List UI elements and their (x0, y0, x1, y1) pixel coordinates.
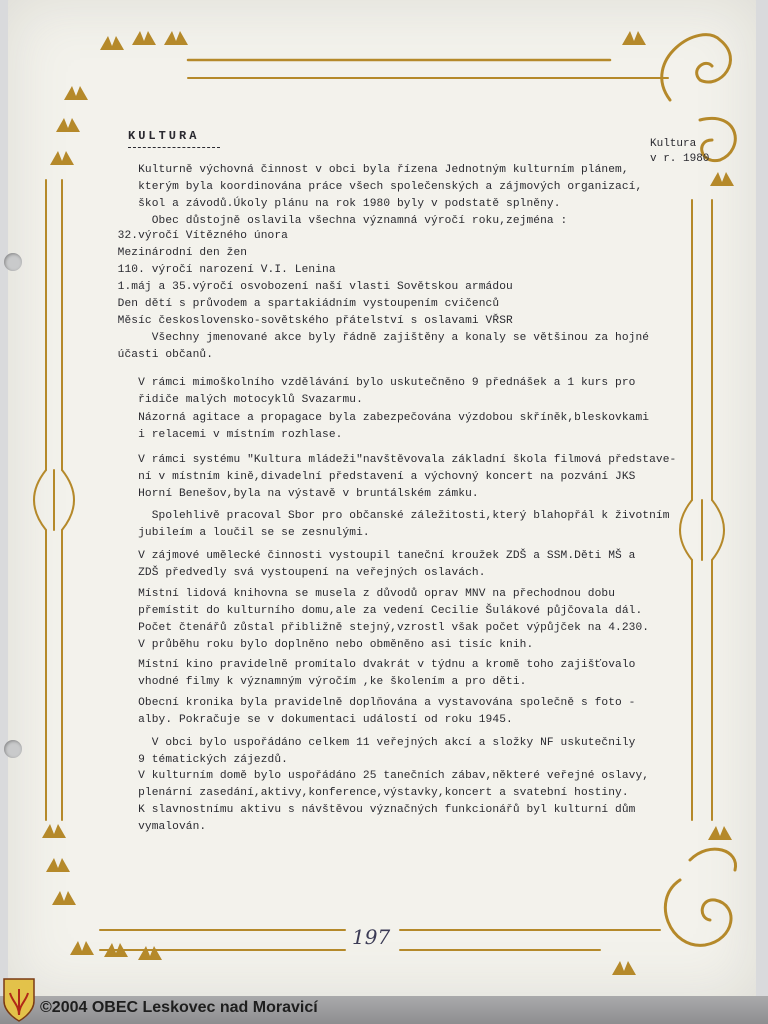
typed-line: K slavnostnímu aktivu s návštěvou význačných funkcionářů byl kulturní dům (104, 804, 636, 816)
typed-line: jubileím a loučil se se zesnulými. (104, 527, 370, 539)
typed-line: Horní Benešov,byla na výstavě v bruntálském zámku. (104, 488, 479, 500)
typed-line: V průběhu roku bylo doplněno nebo obměněno asi tisíc knih. (104, 639, 534, 651)
page-heading: KULTURA (128, 129, 200, 143)
typed-line: alby. Pokračuje se v dokumentaci událostí od roku 1945. (104, 714, 513, 726)
typed-line: přemístit do kulturního domu,ale za vedení Cecilie Šulákové půjčovala dál. (104, 605, 643, 617)
typed-line: Spolehlivě pracoval Sbor pro občanské záležitosti,který blahopřál k životním (104, 510, 670, 522)
typed-line: i relacemi v místním rozhlase. (104, 429, 343, 441)
typed-line: ní v místním kině,divadelní představení a výchovný koncert na pozvání JKS (104, 471, 636, 483)
page-number: 197 (352, 925, 391, 949)
typed-line: Místní lidová knihovna se musela z důvodů oprav MNV na přechodnou dobu (104, 588, 616, 600)
typed-line: Mezinárodní den žen (104, 247, 248, 259)
typed-line: Všechny jmenované akce byly řádně zajištěny a konaly se většinou za hojné (104, 332, 650, 344)
typed-line: účasti občanů. (104, 349, 214, 361)
typed-line: řidiče malých motocyklů Svazarmu. (104, 394, 363, 406)
typed-line: V rámci mimoškolního vzdělávání bylo uskutečněno 9 přednášek a 1 kurs pro (104, 377, 636, 389)
typed-line: vhodné filmy k významným výročím ,ke školením a pro děti. (104, 676, 527, 688)
municipal-coat-of-arms-icon (0, 975, 38, 1023)
copyright-caption: ©2004 OBEC Leskovec nad Moravicí (40, 999, 318, 1016)
typed-line: V kulturním domě bylo uspořádáno 25 tanečních zábav,některé veřejné oslavy, (104, 770, 650, 782)
heading-underline (128, 147, 220, 148)
typed-line: Počet čtenářů zůstal přibližně stejný,vzrostl však počet výpůjček na 4.230. (104, 622, 650, 634)
typed-line: V obci bylo uspořádáno celkem 11 veřejných akcí a složky NF uskutečnily (104, 737, 636, 749)
typed-line: Měsíc československo-sovětského přátelství s oslavami VŘSR (104, 315, 513, 327)
typed-line: 9 tématických zájezdů. (104, 754, 288, 766)
typed-line: Den dětí s průvodem a spartakiádním vystoupením cvičenců (104, 298, 500, 310)
typed-line: 1.máj a 35.výročí osvobození naší vlasti Sovětskou armádou (104, 281, 513, 293)
margin-note-line: Kultura (650, 138, 697, 150)
typed-line: Kulturně výchovná činnost v obci byla řízena Jednotným kulturním plánem, (104, 164, 629, 176)
typed-line: škol a závodů.Úkoly plánu na rok 1980 byly v podstatě splněny. (104, 198, 561, 210)
footer-bar (0, 996, 768, 1024)
typed-line: Názorná agitace a propagace byla zabezpečována výzdobou skříněk,bleskovkami (104, 412, 650, 424)
typed-line: V rámci systému "Kultura mládeži"navštěvovala základní škola filmová představe- (104, 454, 677, 466)
typed-line: V zájmové umělecké činnosti vystoupil taneční kroužek ZDŠ a SSM.Děti MŠ a (104, 550, 636, 562)
typed-line: vymalován. (104, 821, 207, 833)
typed-line: kterým byla koordinována práce všech společenských a zájmových organizací, (104, 181, 643, 193)
margin-note-line: v r. 1980 (650, 153, 710, 165)
typed-line: Obec důstojně oslavila všechna významná výročí roku,zejména : (104, 215, 568, 227)
typed-line: Obecní kronika byla pravidelně doplňována a vystavována společně s foto - (104, 697, 636, 709)
typed-line: 110. výročí narození V.I. Lenina (104, 264, 336, 276)
typed-line: plenární zasedání,aktivy,konference,výstavky,koncert a svatební hostiny. (104, 787, 629, 799)
typed-line: Místní kino pravidelně promítalo dvakrát v týdnu a kromě toho zajišťovalo (104, 659, 636, 671)
typed-line: 32.výročí Vítězného února (104, 230, 288, 242)
typed-line: ZDŠ předvedly svá vystoupení na veřejných oslavách. (104, 567, 486, 579)
